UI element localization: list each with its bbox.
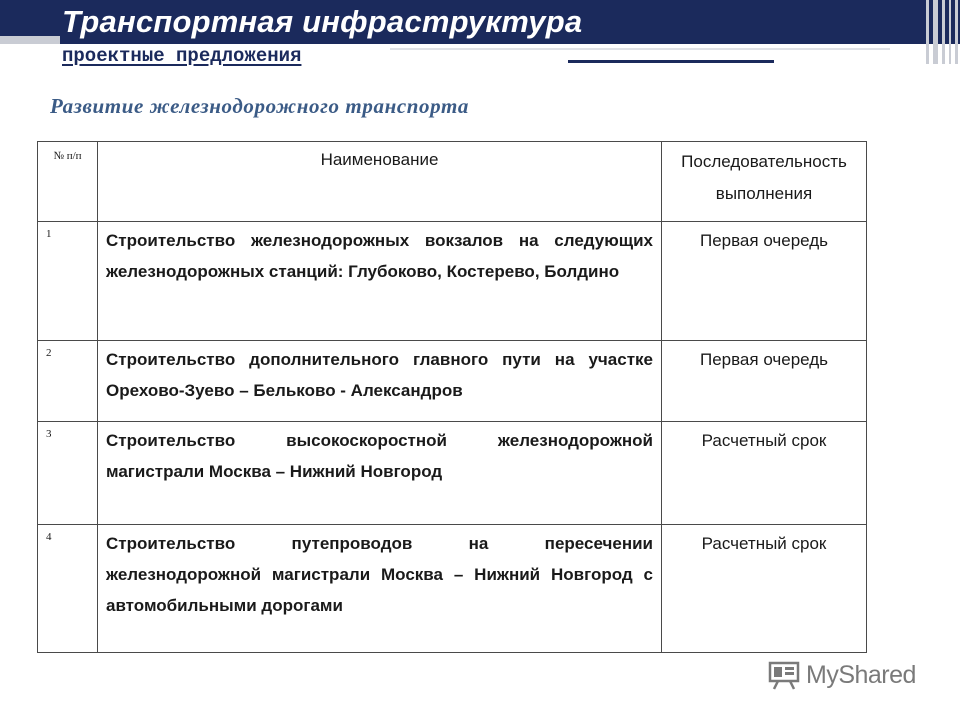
column-header-number: № п/п [38,142,98,222]
table-header-row [38,142,867,222]
slide-title: Транспортная инфраструктура [62,4,583,39]
row-number: 2 [38,341,98,422]
table-row [38,222,867,341]
row-number: 3 [38,422,98,525]
row-name: Строительство дополнительного главного пути на участке Орехово-Зуево – Бельково - Александров [98,341,662,422]
presentation-board-icon [768,660,800,690]
row-name: Строительство высокоскоростной железнодорожной магистрали Москва – Нижний Новгород [98,422,662,525]
section-heading: Развитие железнодорожного транспорта [50,94,469,118]
row-order: Расчетный срок [662,422,867,525]
row-number: 4 [38,525,98,653]
watermark [768,658,928,692]
header-divider-light [390,48,890,50]
row-order: Первая очередь [662,341,867,422]
column-header-order: Последовательность выполнения [662,142,867,222]
header-stripes [924,0,960,64]
header-divider-dark [568,60,774,63]
column-header-name: Наименование [98,142,662,222]
slide-subtitle: проектные предложения [62,45,302,67]
table-row [38,341,867,422]
watermark-text: MyShared [806,660,916,689]
row-name: Строительство железнодорожных вокзалов на следующих железнодорожных станций: Глубоково, Костерево, Болдино [98,222,662,341]
row-order: Расчетный срок [662,525,867,653]
table-row [38,422,867,525]
table-row [38,525,867,653]
row-name: Строительство путепроводов на пересечении железнодорожной магистрали Москва – Нижний Новгород с автомобильными дорогами [98,525,662,653]
row-number: 1 [38,222,98,341]
row-order: Первая очередь [662,222,867,341]
railway-projects-table [37,141,867,653]
